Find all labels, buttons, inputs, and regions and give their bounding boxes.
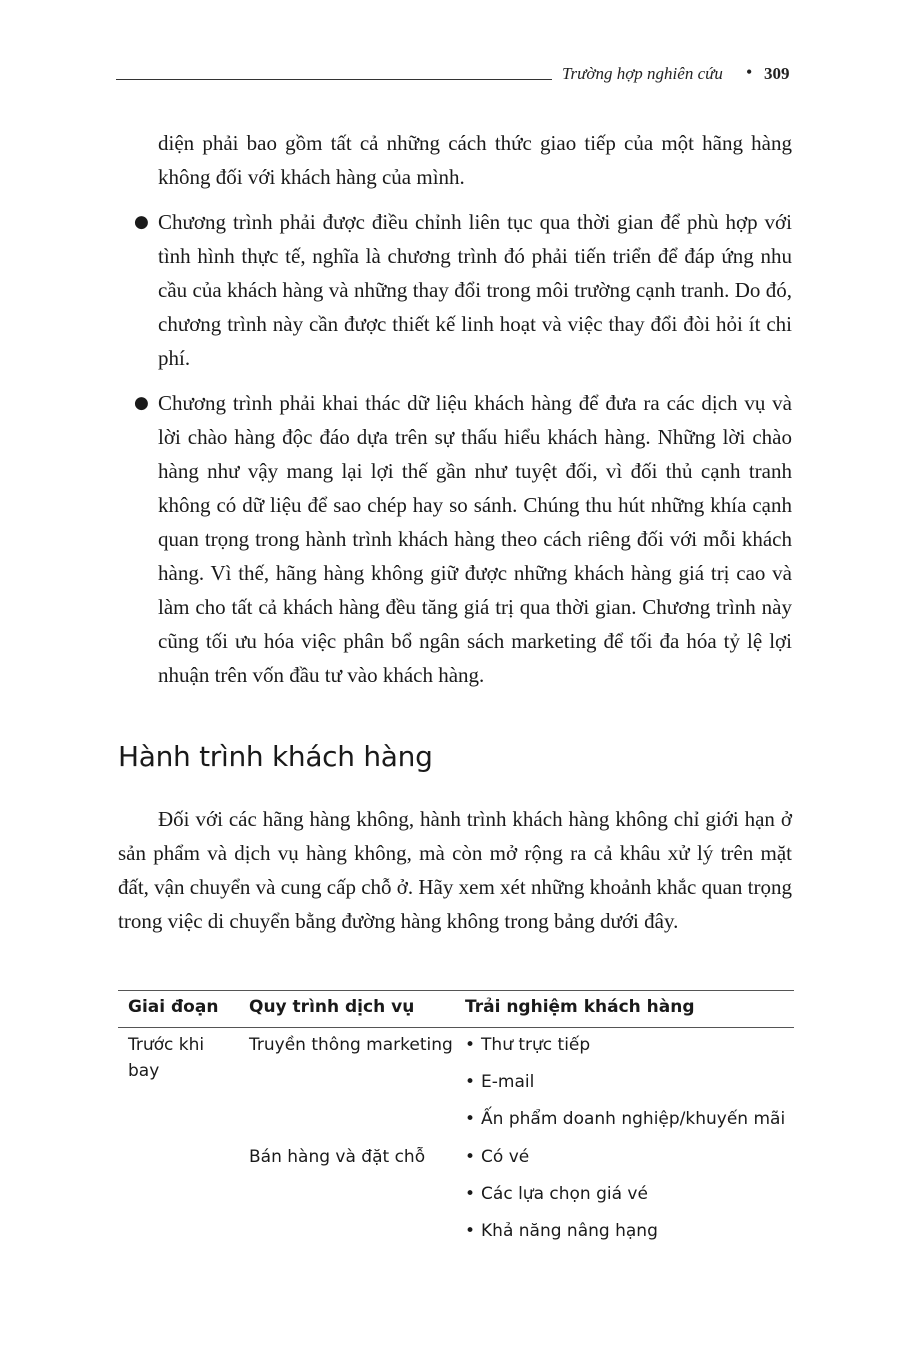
bullet-icon: • bbox=[465, 1147, 476, 1167]
table-header-process: Quy trình dịch vụ bbox=[249, 997, 415, 1017]
page-number: 309 bbox=[764, 64, 790, 83]
bullet-text: Chương trình phải khai thác dữ liệu khách hàng để đưa ra các dịch vụ và lời chào hàng độc đáo dựa trên sự thấu hiểu khách hàng. Những lời chào hàng như vậy mang lại lợi thế gần như tuyệt đối, vì đối thủ cạnh tranh không có dữ liệu để sao chép hay so sánh. Chúng thu hút những khía cạnh quan trọng trong hành trình khách hàng theo cách riêng đối với mỗi khách hàng. Vì thế, hãng hàng không giữ được những khách hàng giá trị cao và làm cho tất cả khách hàng đều tăng giá trị qua thời gian. Chương trình này cũng tối ưu hóa việc phân bổ ngân sách marketing để tối đa hóa tỷ lệ lợi nhuận trên vốn đầu tư vào khách hàng. bbox=[158, 391, 792, 687]
header-rule bbox=[116, 79, 552, 80]
bullet-text: Chương trình phải được điều chỉnh liên tục qua thời gian để phù hợp với tình hình thực tế, nghĩa là chương trình đó phải tiến triển để đáp ứng nhu cầu của khách hàng và những thay đổi trong môi trường cạnh tranh. Do đó, chương trình này cần được thiết kế linh hoạt và việc thay đổi đòi hỏi ít chi phí. bbox=[158, 210, 792, 370]
journey-table bbox=[118, 990, 794, 1268]
header-bullet: • bbox=[746, 62, 753, 82]
experience-text: Khả năng nâng hạng bbox=[481, 1221, 658, 1241]
bullet-icon: • bbox=[465, 1109, 476, 1129]
table-header-stage: Giai đoạn bbox=[128, 997, 219, 1017]
experience-text: Có vé bbox=[481, 1147, 530, 1167]
bullet-dot-icon: ● bbox=[134, 212, 149, 232]
table-row bbox=[118, 1028, 794, 1268]
table-header-experience: Trải nghiệm khách hàng bbox=[465, 997, 695, 1017]
experience-item bbox=[465, 1106, 785, 1132]
table-header-row bbox=[118, 991, 794, 1027]
bullet-item bbox=[134, 205, 792, 375]
running-header bbox=[116, 62, 792, 86]
experience-text: Ấn phẩm doanh nghiệp/khuyến mãi bbox=[481, 1109, 786, 1129]
section-paragraph: Đối với các hãng hàng không, hành trình khách hàng không chỉ giới hạn ở sản phẩm và dịch vụ hàng không, mà còn mở rộng ra cả khâu xử lý trên mặt đất, vận chuyển và cung cấp chỗ ở. Hãy xem xét những khoảnh khắc quan trọng trong việc di chuyển bằng đường hàng không trong bảng dưới đây. bbox=[118, 807, 792, 933]
experience-text: E-mail bbox=[481, 1072, 535, 1092]
experience-item bbox=[465, 1032, 590, 1058]
section-heading: Hành trình khách hàng bbox=[118, 740, 433, 773]
continued-paragraph: diện phải bao gồm tất cả những cách thức giao tiếp của một hãng hàng không đối với khách hàng của mình. bbox=[158, 131, 792, 189]
experience-item bbox=[465, 1144, 529, 1170]
bullet-item bbox=[134, 386, 792, 692]
experience-item bbox=[465, 1181, 648, 1207]
experience-item bbox=[465, 1069, 534, 1095]
header-title: Trường hợp nghiên cứu bbox=[562, 64, 723, 83]
process-cell: Bán hàng và đặt chỗ bbox=[249, 1147, 426, 1167]
process-cell: Truyền thông marketing bbox=[249, 1035, 453, 1055]
stage-cell: Trước khi bay bbox=[128, 1035, 205, 1081]
bullet-icon: • bbox=[465, 1221, 476, 1241]
experience-text: Thư trực tiếp bbox=[481, 1035, 591, 1055]
bullet-icon: • bbox=[465, 1072, 476, 1092]
bullet-dot-icon: ● bbox=[134, 393, 149, 413]
experience-text: Các lựa chọn giá vé bbox=[481, 1184, 648, 1204]
bullet-icon: • bbox=[465, 1035, 476, 1055]
bullet-icon: • bbox=[465, 1184, 476, 1204]
experience-item bbox=[465, 1218, 658, 1244]
